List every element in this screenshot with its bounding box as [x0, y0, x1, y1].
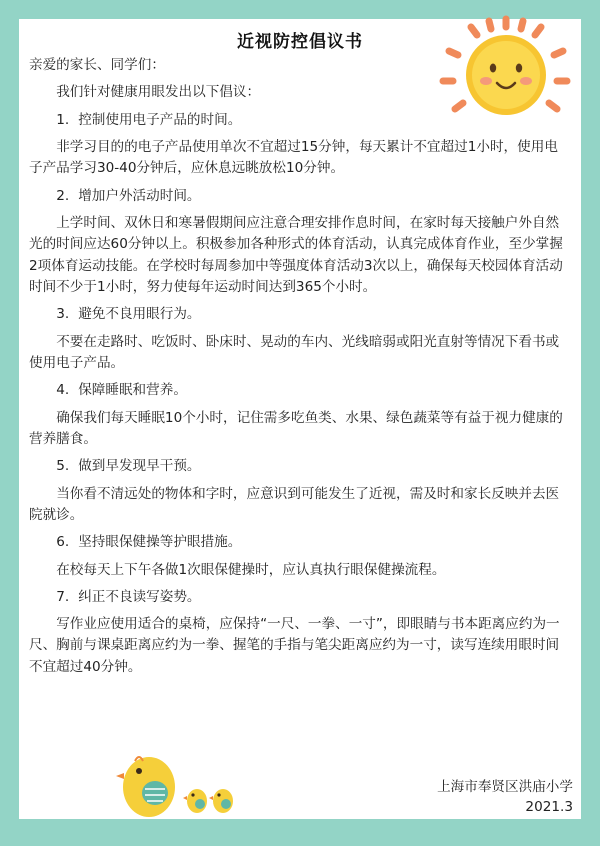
section-heading-5: 5. 做到早发现早干预。: [56, 458, 201, 475]
page-title: 近视防控倡议书: [237, 32, 363, 52]
section-heading-3: 3. 避免不良用眼行为。: [56, 306, 201, 323]
section-heading-7: 7. 纠正不良读写姿势。: [56, 588, 201, 605]
section-body-5: 当你看不清远处的物体和字时，应意识到可能发生了近视，需及时和家长反映并去医院就诊。: [29, 485, 560, 523]
signature-school: 上海市奉贤区洪庙小学: [437, 779, 573, 795]
letter-body: [29, 55, 569, 684]
section-heading-6: 6. 坚持眼保健操等护眼措施。: [56, 534, 242, 551]
section-body-6: 在校每天上下午各做1次眼保健操时，应认真执行眼保健操流程。: [56, 561, 446, 578]
section-body-2: 上学时间、双休日和寒暑假期间应注意合理安排作息时间，在家时每天接触户外自然光的时间应达60分钟以上。积极参加各种形式的体育活动，认真完成体育作业，至少掌握2项体育运动技能。在学校时每周参加中等强度体育活动3次以上，确保每天校园体育活动时间不少于1小时，努力使每年运动时间达到365个小时。: [29, 215, 563, 295]
section-body-3: 不要在走路时、吃饭时、卧床时、晃动的车内、光线暗弱或阳光直射等情况下看书或使用电子产品。: [29, 333, 560, 371]
section-body-4: 确保我们每天睡眠10个小时，记住需多吃鱼类、水果、绿色蔬菜等有益于视力健康的营养膳食。: [29, 409, 563, 447]
section-heading-1: 1. 控制使用电子产品的时间。: [56, 111, 242, 128]
intro-text: 我们针对健康用眼发出以下倡议：: [56, 84, 261, 101]
section-body-7: 写作业应使用适合的桌椅，应保持“一尺、一拳、一寸”，即眼睛与书本距离应约为一尺、胸前与课桌距离应约为一拳、握笔的手指与笔尖距离应约为一寸，读写连续用眼时间不宜超过40分钟。: [29, 616, 560, 675]
chicks-illustration: [115, 749, 265, 821]
document-page: [19, 19, 581, 819]
signature-date: 2021.3: [525, 799, 573, 815]
greeting: 亲爱的家长、同学们：: [29, 57, 165, 73]
section-heading-4: 4. 保障睡眠和营养。: [56, 382, 187, 399]
section-body-1: 非学习目的的电子产品使用单次不宜超过15分钟，每天累计不宜超过1小时，使用电子产品学习30-40分钟后，应休息远眺放松10分钟。: [29, 139, 558, 177]
section-heading-2: 2. 增加户外活动时间。: [56, 187, 201, 204]
